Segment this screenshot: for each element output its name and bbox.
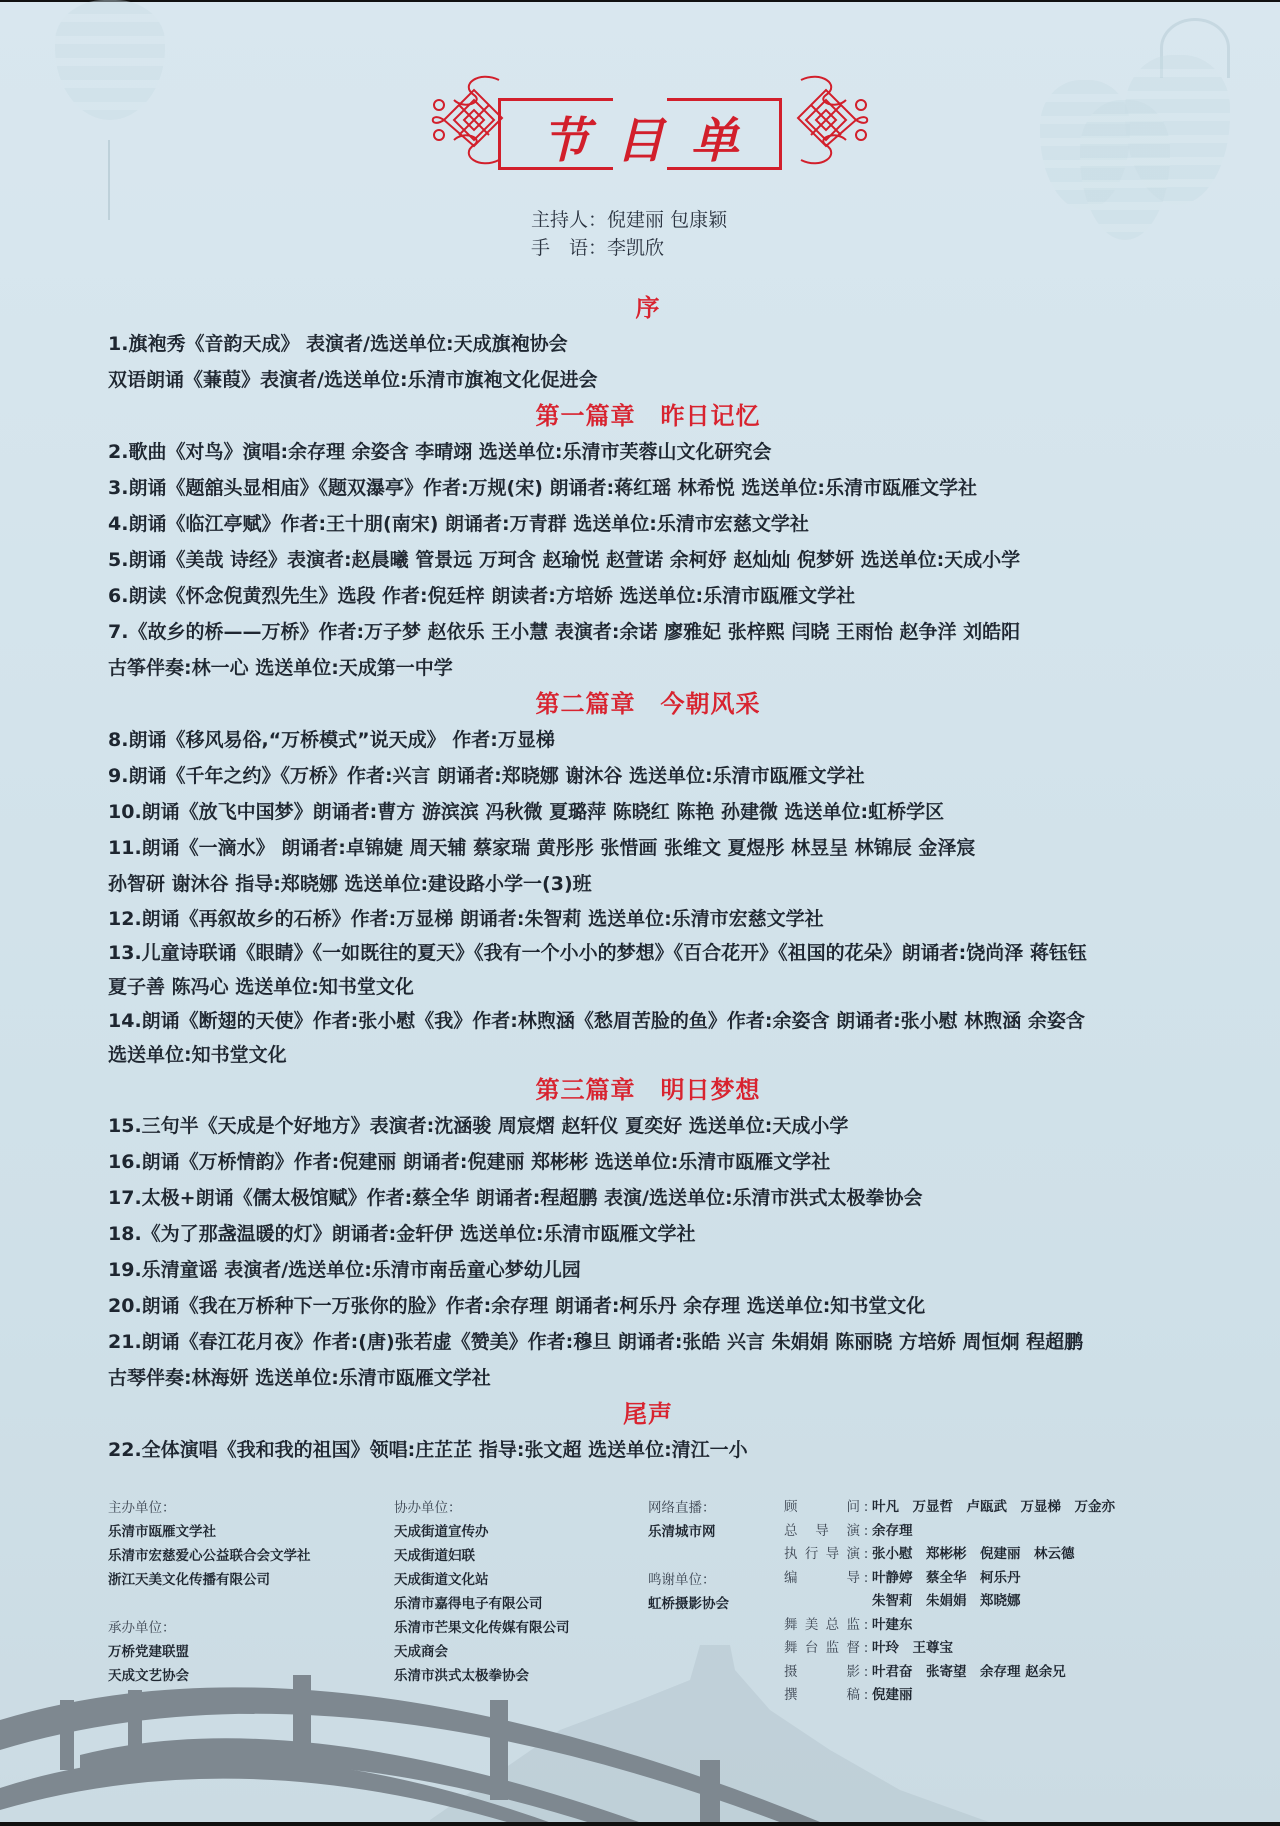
credit-row: 摄影 : 叶君奋 张寄望 余存理 赵余兄 <box>784 1661 1115 1685</box>
host-names: 李凯欣 <box>607 237 665 259</box>
program-item: 3.朗诵《题舘头显相庙》《题双瀑亭》作者:万规(宋) 朗诵者:蒋红瑶 林希悦 选送单位:乐清市瓯雁文学社 <box>108 477 977 499</box>
program-list <box>108 290 1188 1468</box>
title-char: 目 <box>615 112 664 169</box>
program-item: 22.全体演唱《我和我的祖国》领唱:庄芷芷 指导:张文超 选送单位:清江一小 <box>108 1439 748 1461</box>
co-organizer: 乐清市芒果文化传媒有限公司 <box>394 1620 570 1636</box>
undertaker: 天成文艺协会 <box>108 1668 189 1684</box>
program-item: 17.太极+朗诵《儒太极馆赋》作者:蔡全华 朗诵者:程超鹏 表演/选送单位:乐清市洪式太极拳协会 <box>108 1187 923 1209</box>
section-title-chapter-3: 第三篇章 明日梦想 <box>535 1076 761 1104</box>
bridge-silhouette-icon <box>0 1640 1280 1826</box>
section-title-chapter-1: 第一篇章 昨日记忆 <box>535 402 761 430</box>
program-item: 13.儿童诗联诵《眼睛》《一如既往的夏天》《我有一个小小的梦想》《百合花开》《祖国的花朵》朗诵者:饶尚泽 蒋钰钰 <box>108 942 1087 964</box>
co-organizer: 天成街道文化站 <box>394 1572 489 1588</box>
livestream-value: 乐清城市网 <box>648 1524 716 1540</box>
program-item: 1.旗袍秀《音韵天成》 表演者/选送单位:天成旗袍协会 <box>108 333 568 355</box>
credit-role: 舞美总监 <box>784 1616 860 1633</box>
page-title <box>498 106 782 169</box>
program-item: 14.朗诵《断翅的天使》作者:张小慰《我》作者:林煦涵《愁眉苦脸的鱼》作者:余姿含 朗诵者:张小慰 林煦涵 余姿含 <box>108 1010 1085 1032</box>
program-item: 12.朗诵《再叙故乡的石桥》作者:万显梯 朗诵者:朱智莉 选送单位:乐清市宏慈文学社 <box>108 908 824 930</box>
co-organizer: 乐清市洪式太极拳协会 <box>394 1668 529 1684</box>
title-block <box>0 70 1280 170</box>
co-organizer: 天成街道宣传办 <box>394 1524 489 1540</box>
credit-role: 摄影 <box>784 1663 860 1680</box>
program-item: 古筝伴奏:林一心 选送单位:天成第一中学 <box>108 657 453 679</box>
credit-role: 顾问 <box>784 1499 860 1515</box>
program-item: 11.朗诵《一滴水》 朗诵者:卓锦婕 周天辅 蔡家瑞 黄彤彤 张惜画 张维文 夏煜彤 林昱呈 林锦辰 金泽宸 <box>108 837 976 859</box>
section-title-chapter-2: 第二篇章 今朝风采 <box>535 690 761 718</box>
co-organizer: 天成商会 <box>394 1644 448 1660</box>
program-item: 2.歌曲《对鸟》演唱:余存理 余姿含 李晴翊 选送单位:乐清市芙蓉山文化研究会 <box>108 441 772 463</box>
separator: ： <box>588 209 608 231</box>
credit-row: 执行导演 : 张小慰 郑彬彬 倪建丽 林云德 <box>784 1543 1115 1567</box>
credit-role: 执行导演 <box>784 1546 860 1562</box>
host-role: 主持人 <box>531 209 589 231</box>
credit-row: 编导 : 叶静婷 蔡全华 柯乐丹 <box>784 1567 1115 1591</box>
credit-role <box>784 1590 860 1614</box>
program-item: 孙智研 谢沐谷 指导:郑晓娜 选送单位:建设路小学一(3)班 <box>108 873 592 895</box>
program-item: 20.朗诵《我在万桥种下一万张你的脸》作者:余存理 朗诵者:柯乐丹 余存理 选送单位:知书堂文化 <box>108 1295 926 1317</box>
organizer: 乐清市宏慈爱心公益联合会文学社 <box>108 1548 311 1564</box>
credit-role: 舞台监督 <box>784 1640 860 1656</box>
host-row <box>531 206 727 234</box>
program-item: 19.乐清童谣 表演者/选送单位:乐清市南岳童心梦幼儿园 <box>108 1259 581 1281</box>
undertakers-label: 承办单位： <box>108 1620 176 1636</box>
credit-names: 余存理 <box>872 1522 913 1539</box>
host-role: 手 语 <box>531 237 589 259</box>
credit-row: 撰稿 : 倪建丽 <box>784 1684 1115 1708</box>
frame-border-bottom <box>0 1822 1280 1826</box>
program-item: 15.三句半《天成是个好地方》表演者:沈涵骏 周宸熠 赵轩仪 夏奕好 选送单位:天成小学 <box>108 1115 849 1137</box>
credit-row <box>784 1590 1115 1614</box>
credit-names: 叶建东 <box>872 1616 913 1633</box>
credit-names: 朱智莉 朱娟娟 郑晓娜 <box>872 1593 1021 1609</box>
credit-role: 编导 <box>784 1569 860 1586</box>
co-organizer: 天成街道妇联 <box>394 1548 475 1564</box>
credit-row: 总导演 : 余存理 <box>784 1520 1115 1544</box>
program-item: 10.朗诵《放飞中国梦》朗诵者:曹方 游滨滨 冯秋微 夏璐萍 陈晓红 陈艳 孙建微 选送单位:虹桥学区 <box>108 801 945 823</box>
program-item: 5.朗诵《美哉 诗经》表演者:赵晨曦 管景远 万珂含 赵瑜悦 赵萱诺 余柯妤 赵灿灿 倪梦妍 选送单位:天成小学 <box>108 549 1021 571</box>
hosts-block <box>531 206 727 262</box>
credit-row: 舞台监督 : 叶玲 王尊宝 <box>784 1637 1115 1661</box>
program-item: 18.《为了那盏温暖的灯》朗诵者:金轩伊 选送单位:乐清市瓯雁文学社 <box>108 1223 696 1245</box>
credit-role: 撰稿 <box>784 1687 860 1703</box>
organizer: 乐清市瓯雁文学社 <box>108 1524 216 1540</box>
program-item: 7.《故乡的桥——万桥》作者:万子梦 赵依乐 王小慧 表演者:余诺 廖雅妃 张梓熙 闫晓 王雨怡 赵争洋 刘皓阳 <box>108 621 1021 643</box>
co-organizer: 乐清市嘉得电子有限公司 <box>394 1596 543 1612</box>
credit-names: 叶玲 王尊宝 <box>872 1640 953 1656</box>
program-item: 16.朗诵《万桥情韵》作者:倪建丽 朗诵者:倪建丽 郑彬彬 选送单位:乐清市瓯雁文学社 <box>108 1151 831 1173</box>
program-item: 8.朗诵《移风易俗,“万桥模式”说天成》 作者:万显梯 <box>108 729 555 751</box>
credit-row: 顾问 : 叶凡 万显哲 卢瓯武 万显梯 万金亦 <box>784 1496 1115 1520</box>
program-item: 4.朗诵《临江亭赋》作者:王十朋(南宋) 朗诵者:万青群 选送单位:乐清市宏慈文学社 <box>108 513 809 535</box>
title-char: 单 <box>690 112 739 169</box>
credit-names: 倪建丽 <box>872 1687 913 1703</box>
separator: ： <box>588 237 608 259</box>
organizer: 浙江天美文化传播有限公司 <box>108 1572 270 1588</box>
program-item: 选送单位:知书堂文化 <box>108 1044 287 1066</box>
program-item: 9.朗诵《千年之约》《万桥》作者:兴言 朗诵者:郑晓娜 谢沐谷 选送单位:乐清市瓯雁文学社 <box>108 765 865 787</box>
credit-names: 叶君奋 张寄望 余存理 赵余兄 <box>872 1663 1066 1680</box>
frame-border-top <box>0 0 1280 2</box>
sign-language-row <box>531 234 727 262</box>
livestream-column <box>648 1496 729 1616</box>
livestream-label: 网络直播： <box>648 1500 716 1516</box>
host-names: 倪建丽 包康颖 <box>607 209 728 231</box>
undertaker: 万桥党建联盟 <box>108 1644 189 1660</box>
credit-names: 叶凡 万显哲 卢瓯武 万显梯 万金亦 <box>872 1499 1115 1515</box>
credit-names: 叶静婷 蔡全华 柯乐丹 <box>872 1569 1021 1586</box>
thanks-value: 虹桥摄影协会 <box>648 1596 729 1612</box>
section-title-prelude: 序 <box>635 294 661 322</box>
credit-row: 舞美总监 : 叶建东 <box>784 1614 1115 1638</box>
organizers-label: 主办单位： <box>108 1500 176 1516</box>
program-item: 古琴伴奏:林海妍 选送单位:乐清市瓯雁文学社 <box>108 1367 491 1389</box>
program-item: 6.朗读《怀念倪黄烈先生》选段 作者:倪廷梓 朗读者:方培娇 选送单位:乐清市瓯雁文学社 <box>108 585 856 607</box>
program-item: 双语朗诵《蒹葭》表演者/选送单位:乐清市旗袍文化促进会 <box>108 369 598 391</box>
title-char: 节 <box>541 112 590 169</box>
credit-names: 张小慰 郑彬彬 倪建丽 林云德 <box>872 1546 1075 1562</box>
chinese-knot-right-icon <box>776 70 876 170</box>
program-item: 夏子善 陈冯心 选送单位:知书堂文化 <box>108 976 414 998</box>
section-title-finale: 尾声 <box>623 1400 673 1428</box>
credit-role: 总导演 <box>784 1522 860 1539</box>
program-item: 21.朗诵《春江花月夜》作者:(唐)张若虚《赞美》作者:穆旦 朗诵者:张皓 兴言 朱娟娟 陈丽晓 方培娇 周恒炯 程超鹏 <box>108 1331 1084 1353</box>
thanks-label: 鸣谢单位： <box>648 1572 716 1588</box>
co-organizers-label: 协办单位： <box>394 1500 462 1516</box>
